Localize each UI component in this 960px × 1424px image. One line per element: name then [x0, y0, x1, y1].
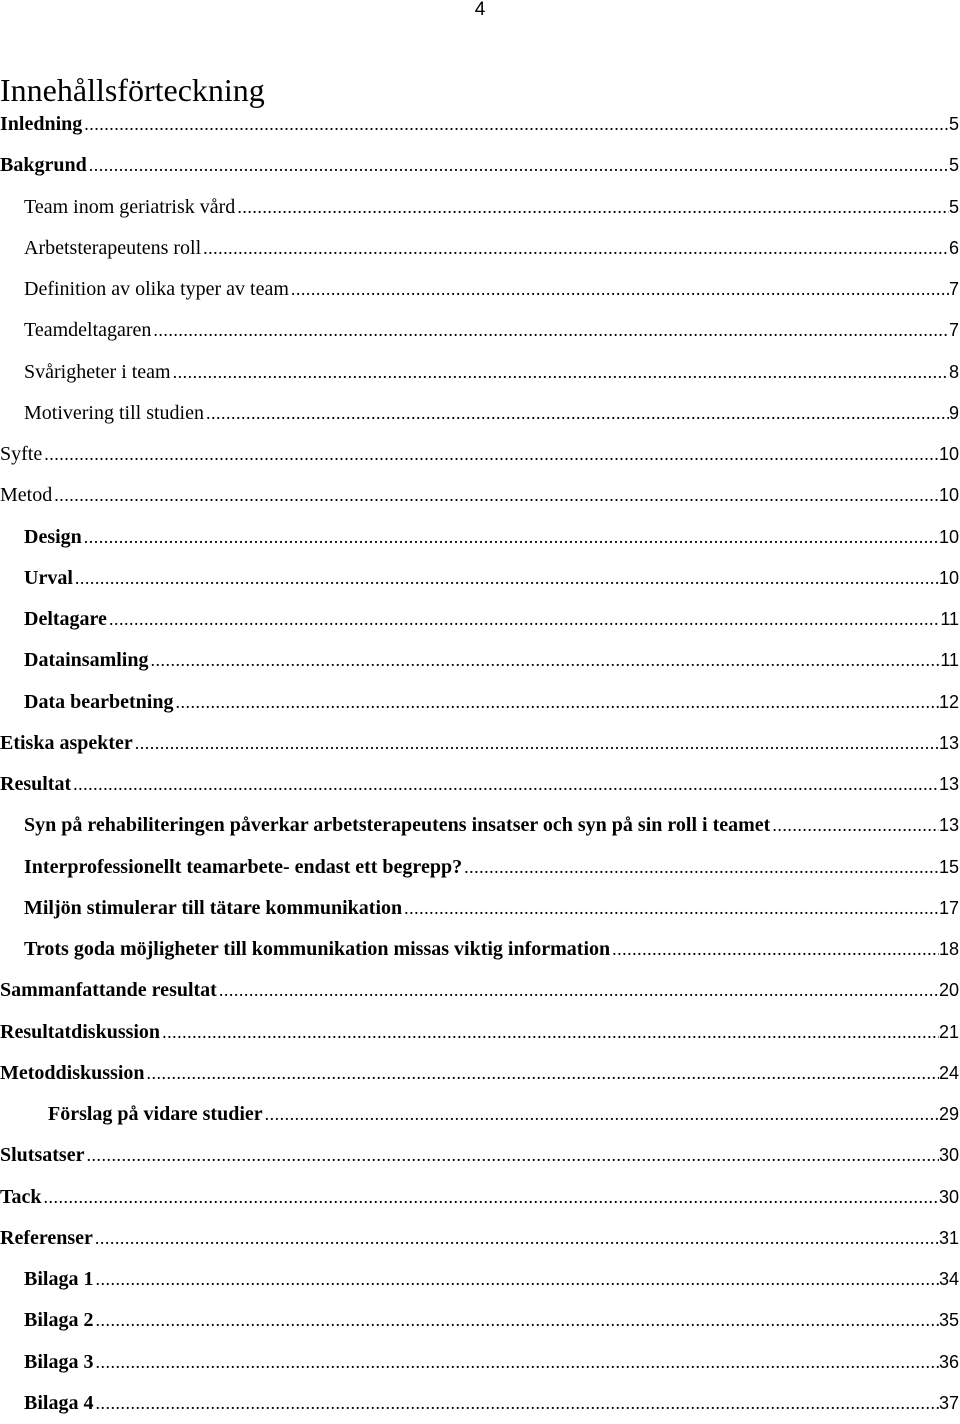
toc-entry[interactable] — [0, 269, 960, 310]
toc-entry-title: Bilaga 3 — [24, 1350, 94, 1373]
toc-entry-page-number: 15 — [938, 856, 959, 877]
dot-leader — [107, 599, 940, 640]
toc-entry-title: Datainsamling — [24, 649, 149, 672]
toc-entry-page-number: 10 — [938, 526, 959, 547]
toc-entry-title: Metoddiskussion — [0, 1061, 145, 1084]
toc-entry[interactable] — [0, 310, 960, 351]
dot-leader — [610, 929, 939, 970]
toc-entry-title: Urval — [24, 566, 73, 589]
toc-entry-title: Metod — [0, 484, 53, 507]
toc-entry-page-number: 10 — [938, 485, 959, 506]
dot-leader — [52, 475, 939, 516]
toc-entry[interactable] — [0, 1259, 960, 1300]
toc-entry[interactable] — [0, 599, 960, 640]
toc-entry-page-number: 30 — [938, 1145, 959, 1166]
toc-entry-title: Inledning — [0, 113, 83, 135]
toc-entry[interactable] — [0, 888, 960, 929]
toc-entry-page-number: 20 — [938, 980, 959, 1001]
toc-entry-page-number: 7 — [948, 320, 959, 341]
toc-entry-page-number: 30 — [938, 1186, 959, 1207]
dot-leader — [93, 1259, 939, 1300]
toc-entry-title: Slutsatser — [0, 1144, 85, 1167]
toc-entry[interactable] — [0, 1135, 960, 1176]
toc-entry[interactable] — [0, 1094, 960, 1135]
toc-entry-page-number: 17 — [938, 897, 959, 918]
toc-entry[interactable] — [0, 1177, 960, 1218]
toc-entry-page-number: 34 — [938, 1269, 959, 1289]
toc-entry-page-number: 5 — [948, 196, 959, 217]
toc-entry-page-number: 5 — [948, 155, 959, 176]
toc-entry-title: Etiska aspekter — [0, 731, 133, 754]
toc-entry-title: Trots goda möjligheter till kommunikation missas viktig information — [24, 938, 611, 960]
toc-entry[interactable] — [0, 104, 960, 145]
dot-leader — [201, 228, 949, 269]
toc-entry[interactable] — [0, 352, 960, 393]
toc-entry-title: Design — [24, 525, 82, 548]
toc-entry[interactable] — [0, 434, 960, 475]
dot-leader — [217, 970, 939, 1011]
dot-leader — [71, 764, 939, 805]
dot-leader — [263, 1094, 939, 1135]
toc-entry-page-number: 10 — [938, 567, 959, 588]
toc-entry[interactable] — [0, 929, 960, 970]
dot-leader — [171, 352, 949, 393]
toc-entry[interactable] — [0, 764, 960, 805]
toc-entry-title: Bilaga 4 — [24, 1391, 94, 1414]
toc-entry-title: Svårigheter i team — [24, 360, 171, 383]
toc-entry-title: Definition av olika typer av team — [24, 278, 289, 300]
toc-entry-title: Interprofessionellt teamarbete- endast ett begrepp? — [24, 855, 463, 878]
toc-entry-page-number: 37 — [938, 1392, 959, 1413]
toc-entry-title: Team inom geriatrisk vård — [24, 195, 236, 218]
toc-entry[interactable] — [0, 475, 960, 516]
toc-entry[interactable] — [0, 145, 960, 186]
toc-entry-title: Arbetsterapeutens roll — [24, 236, 202, 259]
toc-entry-page-number: 10 — [938, 444, 959, 464]
toc-entry[interactable] — [0, 1300, 960, 1341]
dot-leader — [204, 393, 949, 434]
toc-entry[interactable] — [0, 970, 960, 1011]
toc-entry-title: Miljön stimulerar till tätare kommunikation — [24, 896, 403, 919]
toc-entry-page-number: 7 — [948, 279, 959, 299]
toc-entry-title: Sammanfattande resultat — [0, 979, 217, 1002]
toc-entry-page-number: 18 — [938, 939, 959, 959]
dot-leader — [462, 847, 939, 888]
toc-entry[interactable] — [0, 1053, 960, 1094]
toc-entry-page-number: 35 — [938, 1310, 959, 1331]
toc-entry-title: Teamdeltagaren — [24, 319, 152, 342]
dot-leader — [151, 310, 949, 351]
toc-entry-page-number: 13 — [938, 732, 959, 753]
toc-entry-title: Förslag på vidare studier — [48, 1103, 263, 1125]
toc-entry-title: Referenser — [0, 1226, 93, 1249]
dot-leader — [173, 682, 939, 723]
toc-entry[interactable] — [0, 228, 960, 269]
toc-entry-title: Resultatdiskussion — [0, 1020, 161, 1043]
dot-leader — [770, 805, 939, 846]
toc-entry[interactable] — [0, 640, 960, 681]
toc-entry[interactable] — [0, 723, 960, 764]
dot-leader — [93, 1383, 939, 1424]
toc-entry-page-number: 9 — [948, 402, 959, 423]
toc-entry-page-number: 12 — [938, 691, 959, 712]
toc-entry-page-number: 29 — [938, 1104, 959, 1124]
toc-entry[interactable] — [0, 805, 960, 846]
dot-leader — [73, 558, 939, 599]
toc-entry-page-number: 13 — [938, 774, 959, 794]
dot-leader — [289, 269, 949, 310]
toc-entry[interactable] — [0, 1012, 960, 1053]
toc-entry-title: Syfte — [0, 443, 43, 465]
toc-entry-page-number: 21 — [938, 1021, 959, 1042]
dot-leader — [93, 1300, 939, 1341]
dot-leader — [133, 723, 939, 764]
dot-leader — [235, 187, 949, 228]
dot-leader — [93, 1342, 939, 1383]
dot-leader — [82, 104, 949, 145]
toc-entry-page-number: 5 — [948, 114, 959, 134]
toc-entry[interactable] — [0, 517, 960, 558]
toc-heading: Innehållsförteckning — [0, 72, 265, 108]
toc-entry-page-number: 11 — [940, 609, 959, 629]
toc-entry-page-number: 11 — [940, 650, 959, 671]
toc-entry[interactable] — [0, 682, 960, 723]
dot-leader — [42, 434, 939, 475]
toc-entry-title: Data bearbetning — [24, 690, 174, 713]
toc-entry[interactable] — [0, 187, 960, 228]
dot-leader — [402, 888, 939, 929]
toc-entry[interactable] — [0, 847, 960, 888]
toc-entry-title: Tack — [0, 1185, 42, 1208]
toc-entry-title: Deltagare — [24, 608, 107, 630]
toc-entry-title: Resultat — [0, 773, 72, 795]
toc-entry-page-number: 24 — [938, 1062, 959, 1083]
toc-entry[interactable] — [0, 1383, 960, 1424]
dot-leader — [145, 1053, 939, 1094]
toc-entry-title: Bilaga 2 — [24, 1309, 94, 1332]
toc-entry-title: Bilaga 1 — [24, 1268, 94, 1290]
dot-leader — [84, 1135, 939, 1176]
toc-entry-title: Motivering till studien — [24, 401, 204, 424]
toc-entry[interactable] — [0, 558, 960, 599]
dot-leader — [42, 1177, 939, 1218]
dot-leader — [82, 517, 939, 558]
toc-list — [0, 104, 960, 1424]
toc-entry-page-number: 31 — [938, 1227, 959, 1248]
toc-entry-title: Syn på rehabiliteringen påverkar arbetsterapeutens insatser och syn på sin roll i teamet — [24, 814, 771, 837]
toc-entry-title: Bakgrund — [0, 154, 87, 177]
toc-entry[interactable] — [0, 393, 960, 434]
toc-entry-page-number: 8 — [948, 361, 959, 382]
toc-entry[interactable] — [0, 1342, 960, 1383]
dot-leader — [93, 1218, 939, 1259]
toc-entry-page-number: 36 — [938, 1351, 959, 1372]
dot-leader — [148, 640, 940, 681]
dot-leader — [87, 145, 949, 186]
toc-entry-page-number: 13 — [938, 815, 959, 836]
page-number: 4 — [474, 0, 486, 20]
dot-leader — [160, 1012, 939, 1053]
toc-entry-page-number: 6 — [948, 237, 959, 258]
toc-entry[interactable] — [0, 1218, 960, 1259]
